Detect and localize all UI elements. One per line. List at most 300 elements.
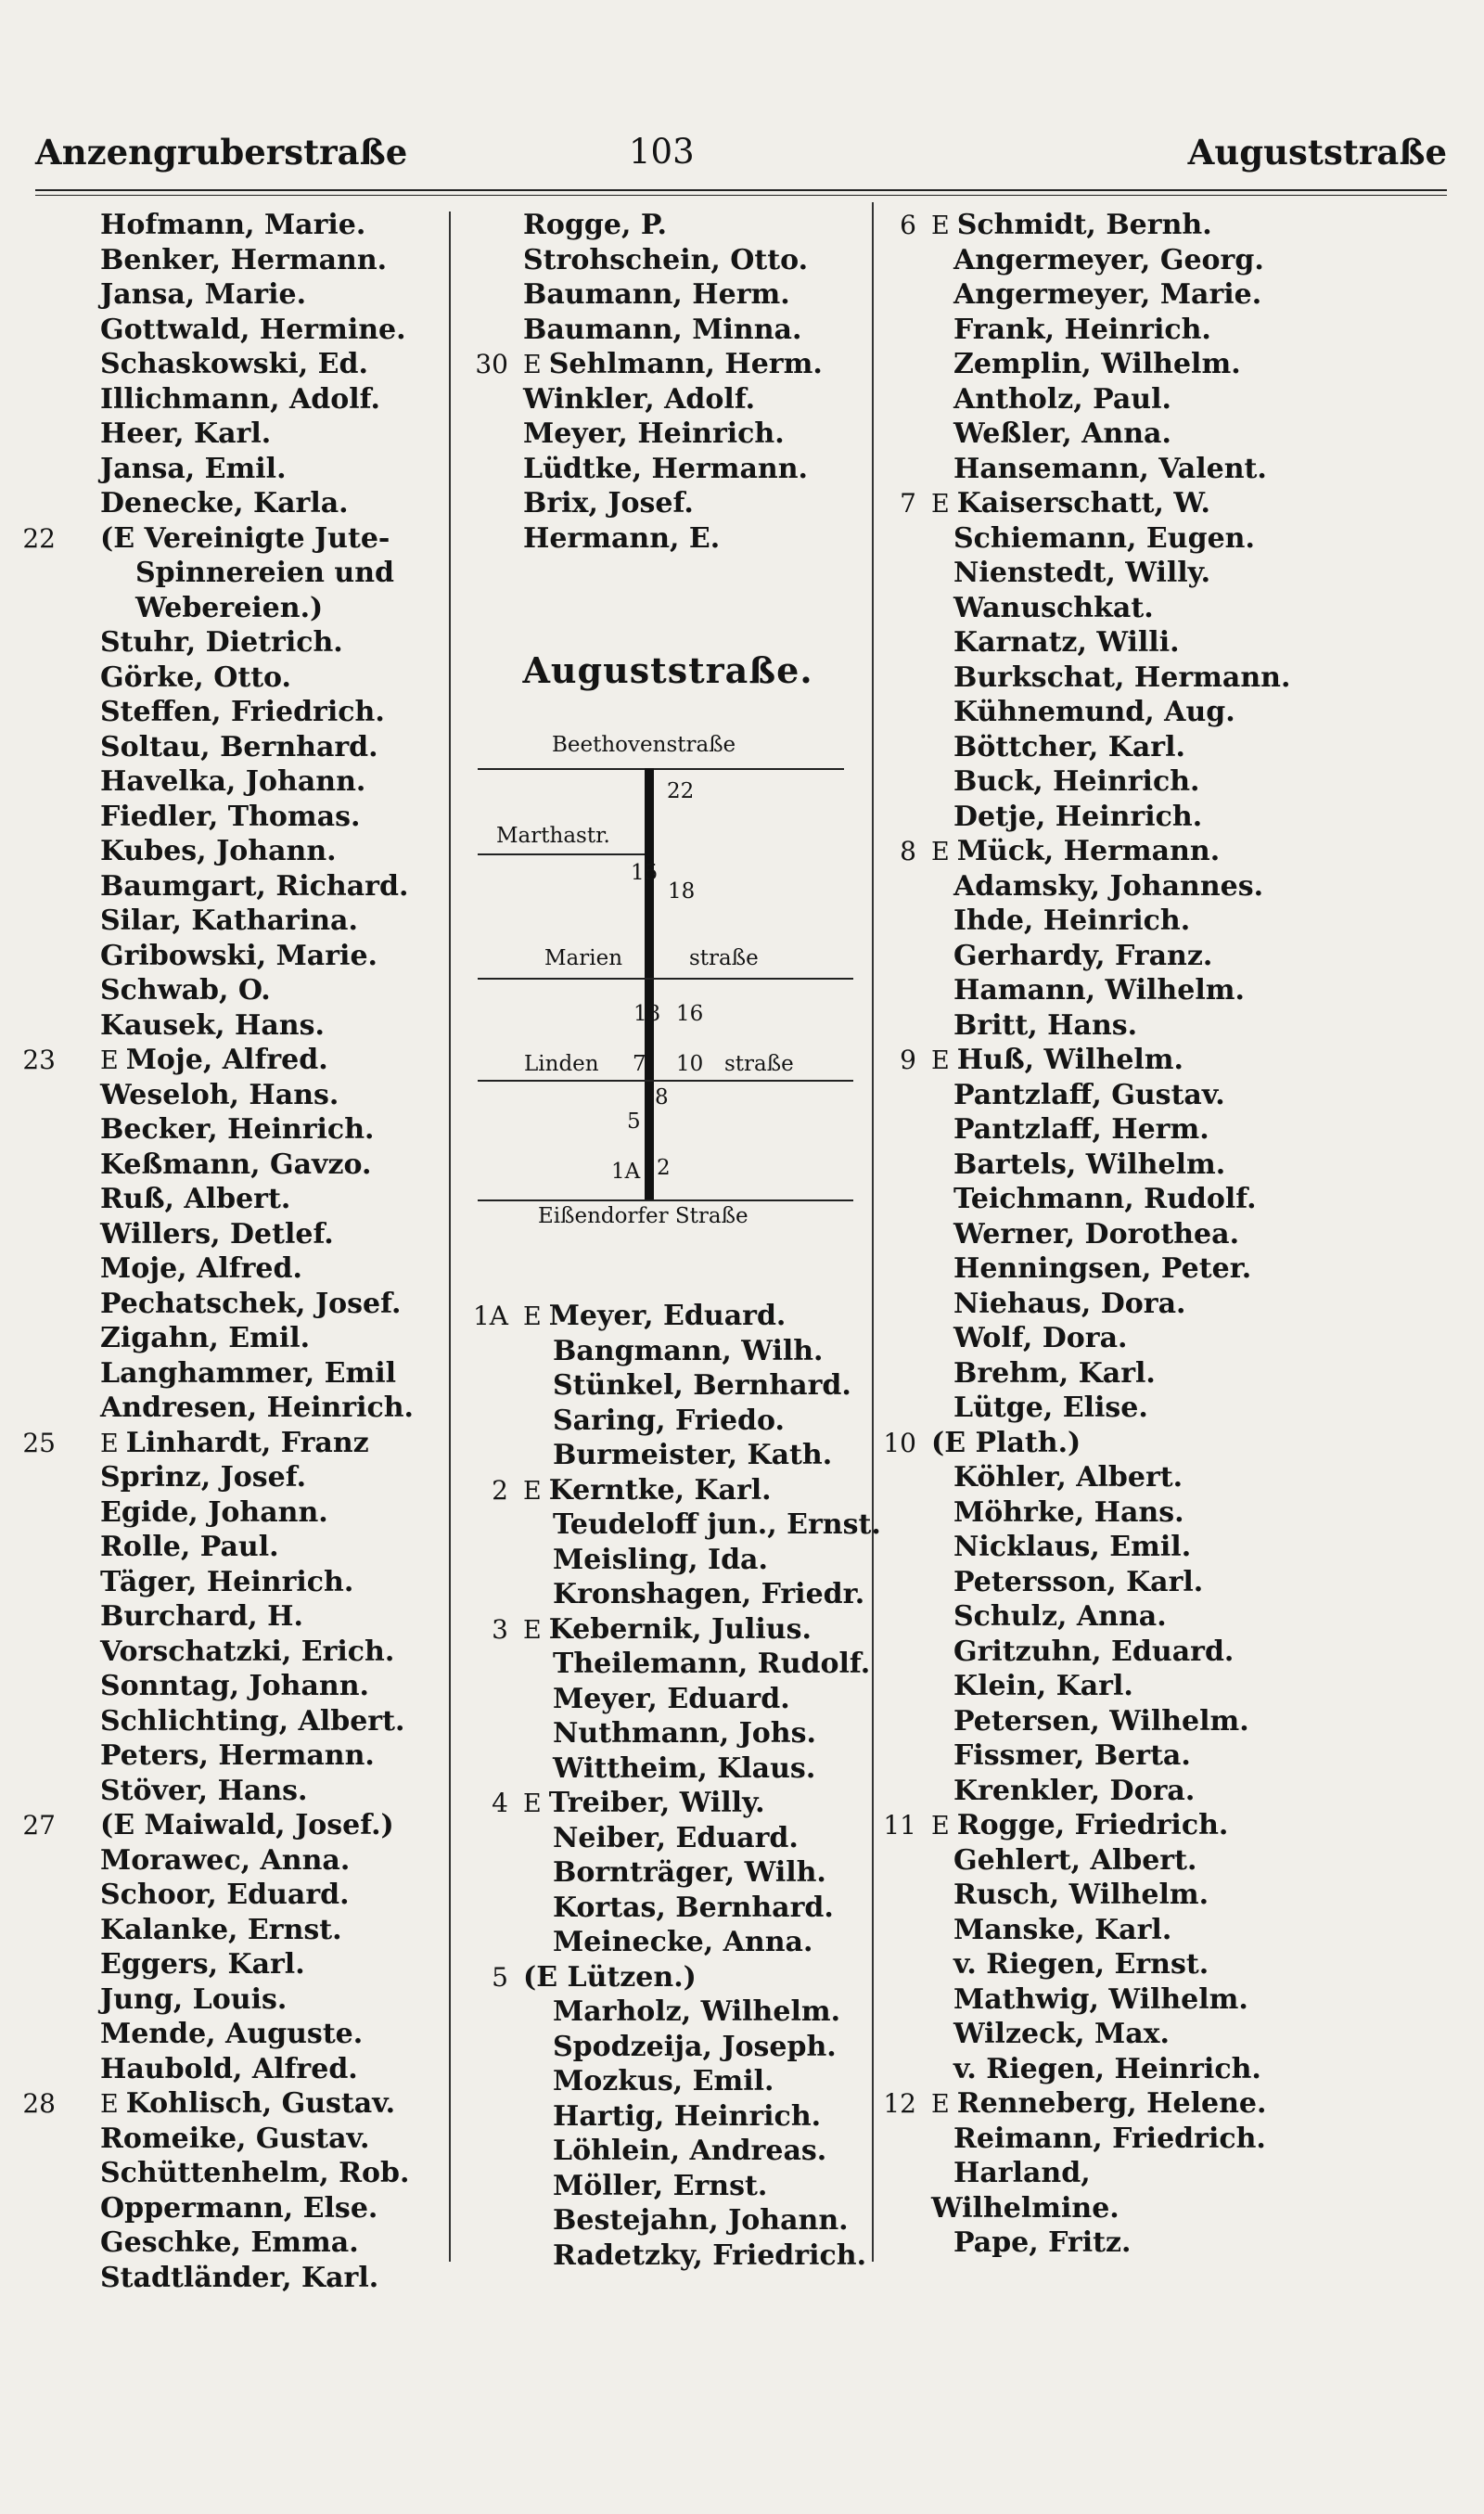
owner-marker: E xyxy=(931,2090,950,2119)
resident-name: Görke, Otto. xyxy=(100,661,291,694)
resident-name: (E Lützen.) xyxy=(523,1960,697,1994)
header-rule-thick xyxy=(35,189,1447,191)
map-house-5: 5 xyxy=(627,1109,641,1134)
house-number: 1A xyxy=(472,1301,508,1331)
directory-entry xyxy=(0,1217,449,1252)
directory-entry xyxy=(879,1460,1473,1495)
directory-entry xyxy=(460,1960,868,1995)
resident-name: Burmeister, Kath. xyxy=(553,1439,833,1471)
resident-name: Hofmann, Marie. xyxy=(100,209,366,241)
directory-entry xyxy=(879,834,1473,869)
owner-marker: E xyxy=(523,1615,542,1645)
resident-name: v. Riegen, Heinrich. xyxy=(953,2052,1261,2085)
house-number: 2 xyxy=(492,1474,508,1506)
resident-name: Böttcher, Karl. xyxy=(953,730,1185,763)
house-number: 6 xyxy=(900,210,916,240)
directory-entry xyxy=(0,1843,449,1879)
resident-name: Moje, Alfred. xyxy=(100,1252,302,1285)
resident-name: Wilzeck, Max. xyxy=(953,2018,1170,2050)
resident-name: Rogge, P. xyxy=(523,209,667,241)
directory-entry xyxy=(460,1612,868,1648)
resident-name: Buck, Heinrich. xyxy=(953,765,1200,798)
directory-entry xyxy=(879,556,1473,591)
column-divider-right xyxy=(872,202,874,2262)
column-divider-left xyxy=(449,212,451,2262)
directory-entry xyxy=(0,1426,449,1461)
resident-name: Klein, Karl. xyxy=(953,1670,1133,1702)
directory-entry xyxy=(0,764,449,800)
resident-name: Britt, Hans. xyxy=(953,1008,1138,1042)
resident-name: Ruß, Albert. xyxy=(100,1183,291,1215)
directory-entry xyxy=(460,521,868,557)
resident-name: Keßmann, Gavzo. xyxy=(100,1148,372,1181)
map-line-top xyxy=(478,768,844,770)
owner-marker: E xyxy=(523,1302,542,1331)
directory-entry xyxy=(460,1473,868,1508)
resident-name: Hamann, Wilhelm. xyxy=(953,974,1245,1007)
directory-entry xyxy=(879,1982,1473,2018)
house-number: 10 xyxy=(883,1427,916,1458)
resident-name: Baumann, Herm. xyxy=(523,278,790,311)
directory-entry xyxy=(879,1356,1473,1392)
directory-entry xyxy=(460,1891,868,1926)
directory-entry xyxy=(879,2122,1473,2157)
resident-name: Becker, Heinrich. xyxy=(100,1113,375,1146)
directory-entry xyxy=(0,556,449,591)
owner-marker: E xyxy=(100,2090,119,2119)
map-house-8: 8 xyxy=(655,1085,669,1109)
resident-name: Bartels, Wilhelm. xyxy=(953,1148,1226,1181)
resident-name: Fiedler, Thomas. xyxy=(100,800,361,833)
house-number: 9 xyxy=(900,1045,916,1075)
directory-entry xyxy=(0,1321,449,1356)
resident-name: Treiber, Willy. xyxy=(548,1787,765,1819)
directory-entry xyxy=(0,243,449,278)
directory-entry xyxy=(0,1704,449,1739)
directory-entry xyxy=(460,277,868,313)
directory-entry xyxy=(0,2122,449,2157)
map-house-2: 2 xyxy=(657,1156,671,1180)
house-number: 28 xyxy=(22,2088,56,2119)
resident-name: Webereien.) xyxy=(135,591,324,624)
directory-entry xyxy=(460,1543,868,1578)
resident-name: Schoor, Eduard. xyxy=(100,1879,350,1911)
house-number: 8 xyxy=(900,836,916,866)
resident-name: Wanuschkat. xyxy=(953,591,1154,624)
directory-entry xyxy=(879,1878,1473,1913)
resident-name: Andresen, Heinrich. xyxy=(100,1392,414,1424)
resident-name: Mathwig, Wilhelm. xyxy=(953,1982,1248,2016)
resident-name: Pape, Fritz. xyxy=(953,2226,1132,2259)
resident-name: Renneberg, Helene. xyxy=(956,2087,1267,2120)
map-house-15: 15 xyxy=(631,861,659,885)
directory-entry xyxy=(879,521,1473,557)
directory-entry xyxy=(460,1577,868,1612)
resident-name: Burkschat, Hermann. xyxy=(953,661,1291,694)
resident-name: Haubold, Alfred. xyxy=(100,2052,358,2085)
resident-name: Morawec, Anna. xyxy=(100,1843,351,1877)
resident-name: Rusch, Wilhelm. xyxy=(953,1879,1209,1911)
resident-name: Frank, Heinrich. xyxy=(953,313,1211,346)
resident-name: Stöver, Hans. xyxy=(100,1774,308,1807)
resident-name: (E Maiwald, Josef.) xyxy=(100,1809,394,1841)
resident-name: Meisling, Ida. xyxy=(553,1543,768,1576)
directory-entry xyxy=(879,730,1473,765)
map-line-marthastr xyxy=(478,853,645,855)
directory-entry xyxy=(460,2099,868,2135)
house-number: 22 xyxy=(22,522,56,554)
directory-entry xyxy=(879,973,1473,1008)
resident-name: Vorschatzki, Erich. xyxy=(100,1635,395,1668)
resident-name: Benker, Hermann. xyxy=(100,243,388,276)
directory-entry xyxy=(0,1913,449,1948)
directory-entry xyxy=(460,1995,868,2030)
map-line-marienstrasse xyxy=(478,978,853,980)
resident-name: Mozkus, Emil. xyxy=(553,2065,774,2097)
map-house-18: 18 xyxy=(668,879,696,904)
directory-entry xyxy=(0,2225,449,2261)
resident-name: Kaiserschatt, W. xyxy=(956,487,1210,519)
resident-name: Möhrke, Hans. xyxy=(953,1495,1184,1529)
directory-entry xyxy=(460,1821,868,1856)
map-house-10: 10 xyxy=(676,1052,704,1076)
resident-name: Kohlisch, Gustav. xyxy=(125,2087,396,2120)
resident-name: Spinnereien und xyxy=(135,557,394,589)
directory-entry xyxy=(460,1299,868,1334)
directory-entry xyxy=(0,2017,449,2052)
resident-name: Hansemann, Valent. xyxy=(953,452,1267,485)
resident-name: Nicklaus, Emil. xyxy=(953,1531,1192,1563)
resident-name: Meinecke, Anna. xyxy=(553,1926,813,1958)
directory-entry xyxy=(0,1878,449,1913)
resident-name: Eggers, Karl. xyxy=(100,1948,305,1981)
directory-entry xyxy=(0,1669,449,1704)
resident-name: Schlichting, Albert. xyxy=(100,1704,405,1738)
resident-name: Stünkel, Bernhard. xyxy=(553,1369,851,1402)
directory-entry xyxy=(879,313,1473,348)
resident-name: (E Plath.) xyxy=(931,1426,1081,1459)
directory-entry xyxy=(460,1786,868,1821)
resident-name: Mück, Hermann. xyxy=(956,835,1221,867)
resident-name: Bestejahn, Johann. xyxy=(553,2204,849,2237)
directory-entry xyxy=(879,1808,1473,1843)
directory-entry xyxy=(0,591,449,626)
resident-name: Linhardt, Franz xyxy=(125,1426,369,1459)
resident-name: Havelka, Johann. xyxy=(100,765,366,798)
resident-name: Pechatschek, Josef. xyxy=(100,1287,402,1320)
resident-name: Jung, Louis. xyxy=(100,1982,288,2016)
resident-name: Petersson, Karl. xyxy=(953,1565,1204,1598)
directory-entry xyxy=(879,1704,1473,1739)
house-number: 11 xyxy=(883,1810,916,1841)
directory-entry xyxy=(460,1925,868,1960)
directory-entry xyxy=(460,347,868,382)
directory-entry xyxy=(879,1148,1473,1183)
resident-name: Wolf, Dora. xyxy=(953,1322,1128,1354)
resident-name: Löhlein, Andreas. xyxy=(553,2135,827,2167)
directory-entry xyxy=(879,452,1473,487)
resident-name: Langhammer, Emil xyxy=(100,1356,397,1390)
resident-name: Rolle, Paul. xyxy=(100,1531,279,1563)
owner-marker: E xyxy=(523,1789,542,1818)
directory-entry xyxy=(0,1112,449,1148)
map-house-13: 13 xyxy=(633,1002,661,1026)
resident-name: Bangmann, Wilh. xyxy=(553,1334,824,1367)
directory-entry xyxy=(460,208,868,243)
directory-entry xyxy=(0,1460,449,1495)
directory-entry xyxy=(0,1982,449,2018)
directory-entry xyxy=(0,521,449,557)
directory-entry xyxy=(0,695,449,730)
directory-entry xyxy=(879,939,1473,974)
resident-name: Kronshagen, Friedr. xyxy=(553,1578,865,1610)
resident-name: Werner, Dorothea. xyxy=(953,1217,1240,1251)
resident-name: Kubes, Johann. xyxy=(100,835,337,867)
directory-entry xyxy=(0,834,449,869)
directory-entry xyxy=(879,1913,1473,1948)
directory-entry xyxy=(879,382,1473,417)
directory-entry xyxy=(879,1287,1473,1322)
map-main-street xyxy=(645,768,654,1199)
resident-name: Kortas, Bernhard. xyxy=(553,1891,834,1924)
directory-entry xyxy=(879,1391,1473,1426)
resident-name: Möller, Ernst. xyxy=(553,2169,768,2202)
map-line-bottom xyxy=(478,1199,853,1201)
directory-entry xyxy=(460,2238,868,2274)
resident-name: Detje, Heinrich. xyxy=(953,800,1203,833)
map-label-linden-right: straße xyxy=(724,1052,794,1076)
resident-name: Petersen, Wilhelm. xyxy=(953,1704,1249,1738)
directory-entry xyxy=(0,1043,449,1078)
resident-name: (E Vereinigte Jute- xyxy=(100,521,390,555)
resident-name: Meyer, Eduard. xyxy=(548,1300,787,1332)
directory-entry xyxy=(460,1647,871,1682)
resident-name: Saring, Friedo. xyxy=(553,1404,785,1437)
directory-entry xyxy=(879,2017,1473,2052)
resident-name: Burchard, H. xyxy=(100,1600,303,1633)
resident-name: Silar, Katharina. xyxy=(100,904,358,937)
directory-entry xyxy=(460,2030,868,2065)
resident-name: Sehlmann, Herm. xyxy=(548,348,823,380)
directory-entry xyxy=(0,1287,449,1322)
directory-entry xyxy=(879,1843,1473,1879)
directory-entry xyxy=(879,764,1473,800)
resident-name: Nienstedt, Willy. xyxy=(953,557,1211,589)
directory-entry xyxy=(879,1599,1473,1635)
directory-entry xyxy=(0,2086,449,2122)
map-house-16: 16 xyxy=(676,1002,704,1026)
column-2-top xyxy=(460,208,868,556)
section-heading: Auguststraße. xyxy=(522,649,813,691)
house-number: 12 xyxy=(883,2088,916,2119)
resident-name: Baumgart, Richard. xyxy=(100,869,409,903)
resident-name: Lüdtke, Hermann. xyxy=(523,452,808,485)
header-right-street: Auguststraße xyxy=(1187,132,1447,173)
directory-entry xyxy=(0,1530,449,1565)
resident-name: Huß, Wilhelm. xyxy=(956,1044,1183,1076)
directory-entry xyxy=(0,1148,449,1183)
directory-entry xyxy=(879,277,1473,313)
resident-name: Willers, Detlef. xyxy=(100,1217,334,1251)
directory-entry xyxy=(460,1507,881,1543)
resident-name: Wilhelmine. xyxy=(931,2191,1119,2225)
resident-name: Strohschein, Otto. xyxy=(523,243,809,276)
directory-entry xyxy=(879,243,1473,278)
map-house-7: 7 xyxy=(633,1052,646,1076)
resident-name: Antholz, Paul. xyxy=(953,382,1171,416)
resident-name: Zemplin, Wilhelm. xyxy=(953,348,1241,380)
directory-entry xyxy=(879,904,1473,939)
resident-name: Angermeyer, Georg. xyxy=(953,243,1264,276)
directory-entry xyxy=(0,800,449,835)
resident-name: Henningsen, Peter. xyxy=(953,1252,1252,1285)
owner-marker: E xyxy=(523,1476,542,1506)
resident-name: Sonntag, Johann. xyxy=(100,1670,369,1702)
house-number: 3 xyxy=(492,1613,508,1645)
house-number: 23 xyxy=(22,1045,56,1075)
resident-name: Schiemann, Eugen. xyxy=(953,521,1255,555)
directory-entry xyxy=(879,1251,1473,1287)
directory-entry xyxy=(879,661,1473,696)
resident-name: Harland, xyxy=(953,2157,1091,2189)
directory-entry xyxy=(0,2052,449,2087)
directory-entry xyxy=(0,382,449,417)
directory-entry xyxy=(460,2134,868,2169)
house-number: 5 xyxy=(492,1961,508,1993)
directory-entry xyxy=(460,1855,868,1891)
resident-name: Hermann, E. xyxy=(523,521,721,555)
resident-name: Steffen, Friedrich. xyxy=(100,696,385,728)
directory-entry xyxy=(460,243,868,278)
directory-entry xyxy=(879,1669,1473,1704)
resident-name: Egide, Johann. xyxy=(100,1495,328,1529)
directory-entry xyxy=(460,1334,868,1369)
directory-entry xyxy=(0,2156,449,2191)
directory-entry xyxy=(0,1738,449,1774)
owner-marker: E xyxy=(523,351,542,379)
resident-name: Niehaus, Dora. xyxy=(953,1287,1186,1320)
directory-entry xyxy=(879,1008,1473,1044)
directory-entry xyxy=(879,1495,1473,1531)
directory-entry xyxy=(879,1530,1473,1565)
directory-entry xyxy=(0,277,449,313)
directory-entry xyxy=(879,1043,1473,1078)
directory-entry xyxy=(879,1774,1473,1809)
directory-entry xyxy=(0,1635,449,1670)
directory-entry xyxy=(0,1182,449,1217)
directory-entry xyxy=(879,417,1473,452)
directory-entry xyxy=(0,347,449,382)
directory-entry xyxy=(879,869,1473,904)
directory-entry xyxy=(879,2156,1473,2191)
resident-name: Schwab, O. xyxy=(100,974,271,1007)
house-number: 30 xyxy=(475,349,508,379)
resident-name: Angermeyer, Marie. xyxy=(953,278,1262,311)
resident-name: Meyer, Heinrich. xyxy=(523,417,785,450)
resident-name: Manske, Karl. xyxy=(953,1913,1172,1946)
directory-entry xyxy=(460,1682,868,1717)
resident-name: Gerhardy, Franz. xyxy=(953,939,1213,972)
directory-entry xyxy=(0,2261,449,2296)
map-label-marthastr: Marthastr. xyxy=(496,824,610,848)
resident-name: Gribowski, Marie. xyxy=(100,939,377,972)
directory-entry xyxy=(879,1565,1473,1600)
directory-entry xyxy=(460,1716,868,1751)
directory-entry xyxy=(879,625,1473,661)
resident-name: Köhler, Albert. xyxy=(953,1461,1183,1494)
directory-entry xyxy=(460,2203,868,2238)
resident-name: Karnatz, Willi. xyxy=(953,626,1180,659)
directory-entry xyxy=(0,1078,449,1113)
directory-entry xyxy=(460,486,868,521)
directory-entry xyxy=(0,417,449,452)
directory-entry xyxy=(879,1635,1473,1670)
street-map xyxy=(478,733,863,1228)
resident-name: Neiber, Eduard. xyxy=(553,1821,799,1854)
directory-entry xyxy=(879,2191,1473,2226)
map-line-lindenstrasse xyxy=(478,1080,853,1082)
directory-entry xyxy=(879,2225,1473,2261)
directory-entry xyxy=(879,2052,1473,2087)
resident-name: Kerntke, Karl. xyxy=(548,1473,772,1507)
resident-name: Rogge, Friedrich. xyxy=(956,1809,1229,1841)
resident-name: Ihde, Heinrich. xyxy=(953,904,1191,937)
resident-name: Adamsky, Johannes. xyxy=(953,869,1264,903)
directory-entry xyxy=(879,486,1473,521)
directory-entry xyxy=(0,1008,449,1044)
resident-name: Teichmann, Rudolf. xyxy=(953,1183,1257,1215)
resident-name: Jansa, Marie. xyxy=(100,278,307,311)
directory-entry xyxy=(0,1495,449,1531)
resident-name: Schaskowski, Ed. xyxy=(100,348,368,380)
resident-name: Weseloh, Hans. xyxy=(100,1078,339,1111)
resident-name: v. Riegen, Ernst. xyxy=(953,1948,1209,1981)
resident-name: Pantzlaff, Herm. xyxy=(953,1113,1209,1146)
resident-name: Schulz, Anna. xyxy=(953,1600,1167,1633)
resident-name: Stuhr, Dietrich. xyxy=(100,626,343,659)
resident-name: Kühnemund, Aug. xyxy=(953,696,1235,728)
resident-name: Teudeloff jun., Ernst. xyxy=(553,1508,881,1541)
house-number: 27 xyxy=(22,1810,56,1841)
resident-name: Geschke, Emma. xyxy=(100,2226,359,2259)
directory-entry xyxy=(460,382,868,417)
resident-name: Meyer, Eduard. xyxy=(553,1682,790,1715)
header-rule-thin xyxy=(35,195,1447,196)
owner-marker: E xyxy=(931,1046,950,1075)
resident-name: Jansa, Emil. xyxy=(100,452,287,485)
directory-entry xyxy=(879,1426,1473,1461)
directory-entry xyxy=(0,1565,449,1600)
directory-entry xyxy=(0,973,449,1008)
directory-entry xyxy=(879,1947,1473,1982)
directory-entry xyxy=(0,452,449,487)
directory-entry xyxy=(460,2169,868,2204)
directory-entry xyxy=(0,1774,449,1809)
directory-entry xyxy=(879,1738,1473,1774)
directory-entry xyxy=(879,1112,1473,1148)
resident-name: Denecke, Karla. xyxy=(100,487,349,519)
directory-entry xyxy=(0,869,449,904)
resident-name: Pantzlaff, Gustav. xyxy=(953,1078,1225,1111)
resident-name: Weßler, Anna. xyxy=(953,417,1171,450)
resident-name: Baumann, Minna. xyxy=(523,313,802,346)
directory-entry xyxy=(879,800,1473,835)
page-number: 103 xyxy=(629,132,695,172)
resident-name: Lütge, Elise. xyxy=(953,1392,1148,1424)
resident-name: Gritzuhn, Eduard. xyxy=(953,1635,1235,1668)
resident-name: Radetzky, Friedrich. xyxy=(553,2238,867,2272)
resident-name: Fissmer, Berta. xyxy=(953,1739,1191,1772)
